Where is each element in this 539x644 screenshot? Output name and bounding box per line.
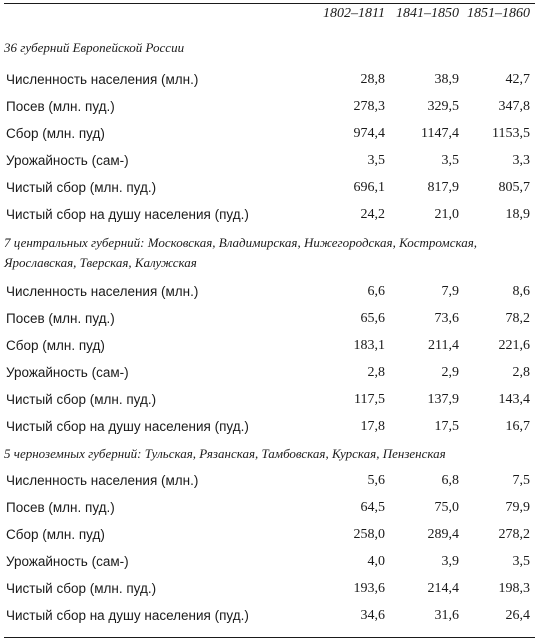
table-cell: 38,9 [434,72,459,87]
row-label: Посев (млн. пуд.) [6,500,115,515]
table-row [0,336,539,356]
section-title: 7 центральных губерний: Московская, Владимирская, Нижегородская, Костромская, Ярославская, Тверская, Калужская [4,235,478,270]
table-cell: 75,0 [434,500,459,515]
table-cell: 258,0 [353,527,385,542]
table-cell: 3,5 [367,153,385,168]
table-cell: 7,5 [512,473,530,488]
row-label: Чистый сбор на душу населения (пуд.) [6,419,249,434]
table-cell: 7,9 [441,284,459,299]
table-cell: 3,5 [441,153,459,168]
table-cell: 183,1 [353,338,385,353]
table-cell: 2,9 [441,365,459,380]
table-cell: 696,1 [353,180,385,195]
table-cell: 143,4 [498,392,530,407]
table-cell: 28,8 [360,72,385,87]
table-cell: 4,0 [367,554,385,569]
table-row [0,498,539,518]
table-row [0,471,539,491]
table-cell: 34,6 [360,608,385,623]
table-cell: 278,3 [353,99,385,114]
row-label: Чистый сбор (млн. пуд.) [6,392,157,407]
table-top-rule [4,3,535,4]
table-row [0,282,539,302]
table-cell: 8,6 [512,284,530,299]
table-cell: 79,9 [505,500,530,515]
section-title-block [4,38,534,58]
table-cell: 65,6 [360,311,385,326]
row-label: Чистый сбор (млн. пуд.) [6,180,157,195]
table-cell: 137,9 [427,392,459,407]
table-cell: 329,5 [427,99,459,114]
table-cell: 221,6 [498,338,530,353]
table-row [0,97,539,117]
table-cell: 974,4 [353,126,385,141]
row-label: Чистый сбор на душу населения (пуд.) [6,608,249,623]
table-cell: 78,2 [505,311,530,326]
row-label: Урожайность (сам-) [6,153,129,168]
row-label: Чистый сбор (млн. пуд.) [6,581,157,596]
column-header: 1841–1850 [396,6,459,21]
table-row [0,525,539,545]
table-row [0,606,539,626]
table-row [0,309,539,329]
table-row [0,205,539,225]
table-cell: 31,6 [434,608,459,623]
table-row [0,552,539,572]
table-row [0,70,539,90]
table-cell: 64,5 [360,500,385,515]
row-label: Сбор (млн. пуд) [6,338,105,353]
section-title: 5 черноземных губерний: Тульская, Рязанская, Тамбовская, Курская, Пензенская [4,446,446,461]
row-label: Посев (млн. пуд.) [6,311,115,326]
table-cell: 278,2 [498,527,530,542]
section-title-block [4,444,534,464]
table-cell: 3,9 [441,554,459,569]
table-row [0,178,539,198]
table-row [0,579,539,599]
table-row [0,417,539,437]
row-label: Численность населения (млн.) [6,284,199,299]
table-cell: 347,8 [498,99,530,114]
column-header: 1802–1811 [323,6,385,21]
table-cell: 211,4 [428,338,459,353]
table-cell: 21,0 [434,207,459,222]
table-cell: 1147,4 [421,126,459,141]
row-label: Численность населения (млн.) [6,72,199,87]
table-cell: 24,2 [360,207,385,222]
table-cell: 3,3 [512,153,530,168]
table-cell: 817,9 [427,180,459,195]
table-cell: 2,8 [512,365,530,380]
row-label: Сбор (млн. пуд) [6,126,105,141]
table-cell: 805,7 [498,180,530,195]
table-row [0,124,539,144]
row-label: Численность населения (млн.) [6,473,199,488]
table-cell: 2,8 [367,365,385,380]
table-cell: 16,7 [505,419,530,434]
table-cell: 1153,5 [492,126,530,141]
section-title: 36 губерний Европейской России [4,40,185,55]
table-bottom-rule [4,637,535,638]
column-header-row [0,6,539,26]
table-cell: 17,8 [360,419,385,434]
row-label: Посев (млн. пуд.) [6,99,115,114]
row-label: Чистый сбор на душу населения (пуд.) [6,207,249,222]
table-cell: 214,4 [427,581,459,596]
table-cell: 5,6 [367,473,385,488]
table-cell: 26,4 [505,608,530,623]
section-title-block [4,233,534,273]
table-cell: 3,5 [512,554,530,569]
row-label: Сбор (млн. пуд) [6,527,105,542]
table-cell: 42,7 [505,72,530,87]
table-cell: 6,6 [367,284,385,299]
table-cell: 117,5 [354,392,385,407]
table-row [0,151,539,171]
table-cell: 289,4 [427,527,459,542]
table-cell: 198,3 [498,581,530,596]
table-cell: 18,9 [505,207,530,222]
table-cell: 193,6 [353,581,385,596]
row-label: Урожайность (сам-) [6,554,129,569]
column-header: 1851–1860 [467,6,530,21]
table-row [0,363,539,383]
table-cell: 17,5 [434,419,459,434]
row-label: Урожайность (сам-) [6,365,129,380]
table-cell: 6,8 [441,473,459,488]
table-row [0,390,539,410]
table-cell: 73,6 [434,311,459,326]
